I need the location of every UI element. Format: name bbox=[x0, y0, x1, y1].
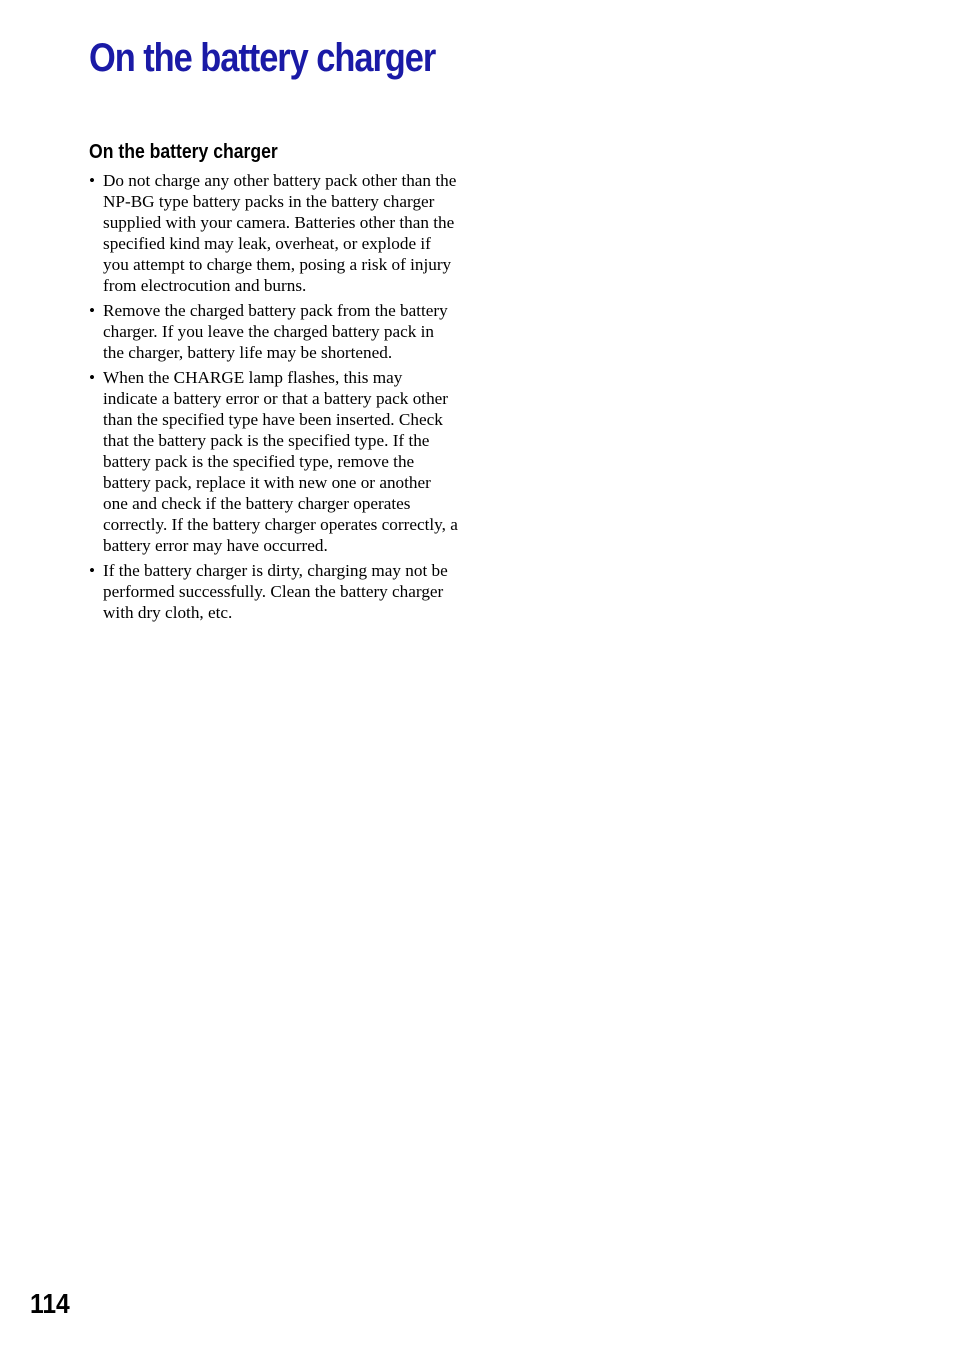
bullet-icon: • bbox=[89, 368, 96, 387]
list-item-text: Do not charge any other battery pack other than the NP-BG type battery packs in the battery charger supplied with your camera. Batteries other than the specified kind may leak, overheat, or explode if you attempt to charge them, posing a risk of injury from electrocution and burns. bbox=[103, 171, 457, 295]
list-item-text: When the CHARGE lamp flashes, this may indicate a battery error or that a battery pack other than the specified type have been inserted. Check that the battery pack is the specified type. If the battery pack is the specified type, remove the battery pack, replace it with new one or another one and check if the battery charger operates correctly. If the battery charger operates correctly, a battery error may have occurred. bbox=[103, 368, 458, 555]
list-item bbox=[89, 367, 459, 556]
list-item bbox=[89, 170, 459, 296]
list-item bbox=[89, 560, 459, 623]
page-number: 114 bbox=[30, 1288, 70, 1319]
list-item-text: If the battery charger is dirty, charging may not be performed successfully. Clean the battery charger with dry cloth, etc. bbox=[103, 561, 448, 622]
page-title: On the battery charger bbox=[89, 36, 436, 80]
bullet-list bbox=[89, 170, 459, 623]
bullet-icon: • bbox=[89, 561, 96, 580]
list-item-text: Remove the charged battery pack from the battery charger. If you leave the charged battery pack in the charger, battery life may be shortened. bbox=[103, 301, 448, 362]
bullet-icon: • bbox=[89, 301, 96, 320]
battery-charger-section bbox=[89, 138, 459, 627]
section-heading: On the battery charger bbox=[89, 141, 278, 163]
list-item bbox=[89, 300, 459, 363]
bullet-icon: • bbox=[89, 171, 96, 190]
